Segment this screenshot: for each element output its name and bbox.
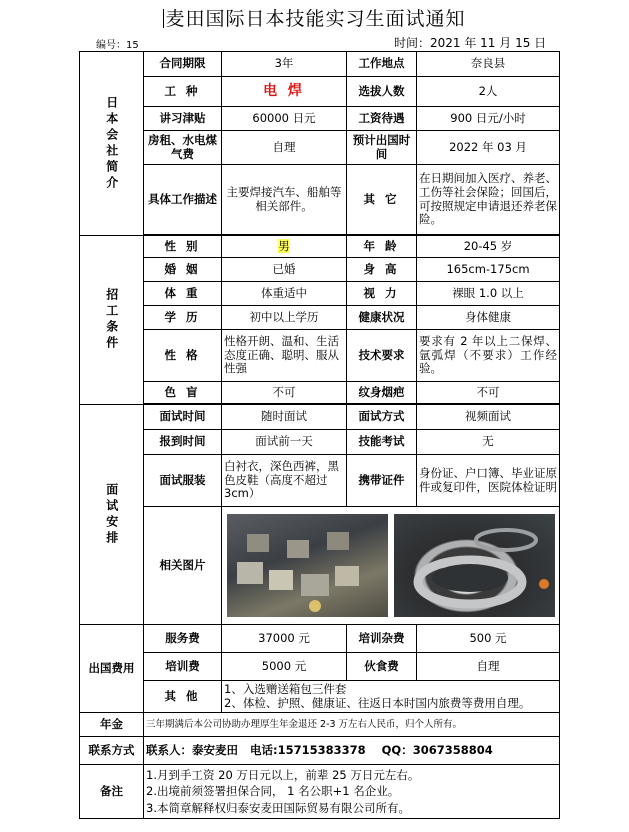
- vision-label: 视 力: [347, 282, 417, 306]
- table-row: [80, 131, 560, 165]
- fees-other-line: 1、入选赠送箱包三件套: [224, 681, 347, 696]
- documents-label: 携带证件: [347, 455, 417, 507]
- spark-spot: [539, 579, 549, 589]
- table-row: [80, 52, 560, 77]
- contact-value: 联系人：泰安麦田 电话:15715383378 QQ：3067358804: [144, 737, 560, 765]
- table-row: [80, 330, 560, 382]
- notice-table: [79, 51, 560, 819]
- food-fee-label: 伙食费: [347, 653, 417, 681]
- contract-period-value: 3年: [222, 52, 347, 77]
- training-misc-label: 培训杂费: [347, 625, 417, 653]
- pension-value: 三年期满后本公司协助办理厚生年金退还 2-3 万左右人民币，归个人所有。: [144, 713, 560, 737]
- skill-test-value: 无: [417, 430, 560, 455]
- other-value: 在日期间加入医疗、养老、工伤等社会保险；回国后，可按照规定申请退还养老保险。: [417, 165, 560, 235]
- allowance-label: 讲习津贴: [144, 107, 222, 131]
- note-line: 3.本简章解释权归泰安麦田国际贸易有限公司所有。: [146, 800, 410, 815]
- interview-time-label: 面试时间: [144, 405, 222, 430]
- wage-value: 900 日元/小时: [417, 107, 560, 131]
- height-value: 165cm-175cm: [417, 258, 560, 282]
- table-row: [80, 625, 560, 653]
- welding-ring-photo: [394, 514, 555, 617]
- table-row: [80, 282, 560, 306]
- work-location-label: 工作地点: [347, 52, 417, 77]
- bracket-shape: [247, 534, 269, 552]
- table-row: [80, 306, 560, 330]
- notice-date: 时间：2021 年 11 月 15 日: [394, 36, 547, 50]
- interview-method-value: 视频面试: [417, 405, 560, 430]
- health-value: 身体健康: [417, 306, 560, 330]
- work-desc-label: 具体工作描述: [144, 165, 222, 235]
- health-label: 健康状况: [347, 306, 417, 330]
- skill-value: 要求有 2 年以上二保焊、氩弧焊（不要求）工作经验。: [417, 330, 560, 382]
- colorblind-label: 色 盲: [144, 382, 222, 404]
- training-fee-label: 培训费: [144, 653, 222, 681]
- table-row: [80, 165, 560, 235]
- company-section-label: 日本会社简介: [80, 52, 144, 236]
- ring-shape: [476, 530, 536, 550]
- report-time-value: 面试前一天: [222, 430, 347, 455]
- education-label: 学 历: [144, 306, 222, 330]
- bracket-shape: [327, 532, 349, 550]
- height-label: 身 高: [347, 258, 417, 282]
- gender-value: 男: [222, 236, 347, 258]
- job-type-value: 电 焊: [222, 77, 347, 107]
- food-fee-value: 自理: [417, 653, 560, 681]
- service-fee-value: 37000 元: [222, 625, 347, 653]
- pension-label: 年金: [80, 713, 144, 737]
- welding-parts-photo: [227, 514, 388, 617]
- note-line: 1.月到手工资 20 万日元以上，前辈 25 万日元左右。: [146, 768, 420, 783]
- notes-value: [144, 765, 560, 819]
- photos-cell: [222, 507, 560, 625]
- table-row: [80, 107, 560, 131]
- table-row: [80, 681, 560, 713]
- interview-method-label: 面试方式: [347, 405, 417, 430]
- skill-test-label: 技能考试: [347, 430, 417, 455]
- report-time-label: 报到时间: [144, 430, 222, 455]
- photos-container: [224, 514, 557, 617]
- fees-section-label: 出国费用: [80, 625, 144, 713]
- welded-ring-image: [394, 514, 555, 617]
- bracket-shape: [287, 540, 309, 558]
- table-row: [80, 737, 560, 765]
- other-label: 其 它: [347, 165, 417, 235]
- bracket-shape: [335, 566, 359, 586]
- marriage-label: 婚 姻: [144, 258, 222, 282]
- interview-time-value: 随时面试: [222, 405, 347, 430]
- interview-section-label: 面试安排: [80, 405, 144, 625]
- job-type-label: 工 种: [144, 77, 222, 107]
- colorblind-value: 不可: [222, 382, 347, 404]
- table-row: [80, 405, 560, 430]
- table-row: [80, 507, 560, 625]
- bracket-shape: [269, 570, 293, 590]
- headcount-value: 2人: [417, 77, 560, 107]
- wage-label: 工资待遇: [347, 107, 417, 131]
- table-row: [80, 455, 560, 507]
- bracket-shape: [237, 562, 263, 584]
- weld-spot: [309, 600, 321, 612]
- tattoo-value: 不可: [417, 382, 560, 404]
- education-value: 初中以上学历: [222, 306, 347, 330]
- work-desc-value: 主要焊接汽车、船舶等相关部件。: [222, 165, 347, 235]
- allowance-value: 60000 日元: [222, 107, 347, 131]
- dress-value: 白衬衣，深色西裤，黑色皮鞋（高度不超过 3cm）: [222, 455, 347, 507]
- vision-value: 裸眼 1.0 以上: [417, 282, 560, 306]
- table-row: [80, 258, 560, 282]
- recruit-section-label: 招工条件: [80, 236, 144, 405]
- weight-value: 体重适中: [222, 282, 347, 306]
- fees-other-value: [222, 681, 560, 713]
- personality-label: 性 格: [144, 330, 222, 382]
- service-fee-label: 服务费: [144, 625, 222, 653]
- fees-other-label: 其 他: [144, 681, 222, 713]
- ring-inner: [432, 564, 508, 592]
- personality-value: 性格开朗、温和、生活态度正确、聪明、服从性强: [222, 330, 347, 382]
- table-row: [80, 236, 560, 258]
- table-row: [80, 77, 560, 107]
- age-label: 年 龄: [347, 236, 417, 258]
- departure-label: 预计出国时间: [347, 131, 417, 165]
- skill-label: 技术要求: [347, 330, 417, 382]
- serial-number: 编号：15: [96, 40, 139, 51]
- contract-period-label: 合同期限: [144, 52, 222, 77]
- notes-label: 备注: [80, 765, 144, 819]
- training-misc-value: 500 元: [417, 625, 560, 653]
- rent-value: 自理: [222, 131, 347, 165]
- rent-label: 房租、水电煤气费: [144, 131, 222, 165]
- note-line: 2.出境前须签署担保合同， 1 名公职+1 名企业。: [146, 784, 400, 799]
- photos-label: 相关图片: [144, 507, 222, 625]
- work-location-value: 奈良县: [417, 52, 560, 77]
- page-title: 麦田国际日本技能实习生面试通知: [165, 8, 466, 30]
- training-fee-value: 5000 元: [222, 653, 347, 681]
- documents-value: 身份证、户口簿、毕业证原件或复印件，医院体检证明: [417, 455, 560, 507]
- table-row: [80, 765, 560, 819]
- table-row: [80, 653, 560, 681]
- weight-label: 体 重: [144, 282, 222, 306]
- bracket-shape: [301, 574, 329, 596]
- departure-value: 2022 年 03 月: [417, 131, 560, 165]
- marriage-value: 已婚: [222, 258, 347, 282]
- gender-label: 性 别: [144, 236, 222, 258]
- tattoo-label: 纹身烟疤: [347, 382, 417, 404]
- table-row: [80, 713, 560, 737]
- welded-brackets-image: [227, 514, 388, 617]
- dress-label: 面试服装: [144, 455, 222, 507]
- headcount-label: 选拔人数: [347, 77, 417, 107]
- age-value: 20-45 岁: [417, 236, 560, 258]
- fees-other-line: 2、体检、护照、健康证、往返日本时国内旅费等费用自理。: [224, 695, 531, 710]
- table-row: [80, 430, 560, 455]
- table-row: [80, 382, 560, 404]
- contact-label: 联系方式: [80, 737, 144, 765]
